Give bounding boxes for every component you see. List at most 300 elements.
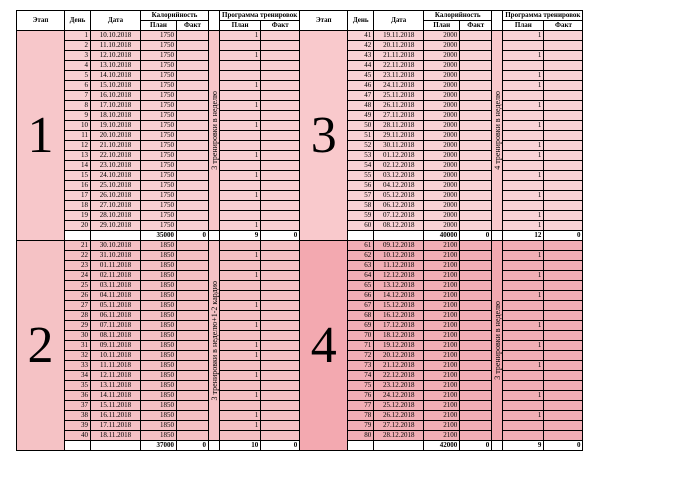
date-cell: 03.12.2018 <box>374 171 424 181</box>
prog-plan-cell: 1 <box>503 101 544 111</box>
cal-fact-cell <box>460 31 492 41</box>
prog-plan-cell: 1 <box>220 351 261 361</box>
date-cell: 13.11.2018 <box>91 381 141 391</box>
date-cell: 15.11.2018 <box>91 401 141 411</box>
date-cell: 30.10.2018 <box>91 241 141 251</box>
prog-plan-cell: 1 <box>503 71 544 81</box>
cal-plan-cell: 2000 <box>424 141 460 151</box>
prog-fact-cell <box>544 141 583 151</box>
prog-plan-cell <box>503 401 544 411</box>
cal-plan-cell: 2000 <box>424 91 460 101</box>
date-cell: 11.12.2018 <box>374 261 424 271</box>
cal-fact-cell <box>460 431 492 441</box>
prog-plan-cell: 1 <box>220 121 261 131</box>
cal-plan-cell: 1850 <box>141 281 177 291</box>
day-cell: 13 <box>65 151 91 161</box>
prog-fact-cell <box>261 371 300 381</box>
day-cell: 38 <box>65 411 91 421</box>
date-cell: 23.12.2018 <box>374 381 424 391</box>
cal-plan-cell: 1750 <box>141 221 177 231</box>
header-cal-fact-left: Факт <box>177 21 209 31</box>
stage-number: 1 <box>17 31 65 241</box>
prog-fact-cell <box>544 411 583 421</box>
total-cal-plan: 37000 <box>141 441 177 451</box>
cal-plan-cell: 2100 <box>424 321 460 331</box>
day-cell: 21 <box>65 241 91 251</box>
prog-plan-cell: 1 <box>503 341 544 351</box>
total-date-cell <box>91 441 141 451</box>
prog-plan-cell: 1 <box>503 271 544 281</box>
prog-fact-cell <box>261 71 300 81</box>
date-cell: 19.12.2018 <box>374 341 424 351</box>
total-day-cell <box>65 231 91 241</box>
day-cell: 23 <box>65 261 91 271</box>
prog-plan-cell <box>503 351 544 361</box>
day-cell: 19 <box>65 211 91 221</box>
cal-plan-cell: 2100 <box>424 431 460 441</box>
prog-plan-cell: 1 <box>503 211 544 221</box>
prog-fact-cell <box>261 141 300 151</box>
header-prog-plan-right: План <box>503 21 544 31</box>
prog-fact-cell <box>261 241 300 251</box>
prog-fact-cell <box>261 261 300 271</box>
cal-fact-cell <box>177 31 209 41</box>
cal-fact-cell <box>460 51 492 61</box>
day-cell: 3 <box>65 51 91 61</box>
day-cell: 20 <box>65 221 91 231</box>
cal-fact-cell <box>177 201 209 211</box>
prog-fact-cell <box>261 341 300 351</box>
prog-fact-cell <box>261 151 300 161</box>
prog-plan-cell <box>503 371 544 381</box>
cal-plan-cell: 1750 <box>141 211 177 221</box>
header-day-left: День <box>65 11 91 31</box>
cal-plan-cell: 1750 <box>141 151 177 161</box>
cal-fact-cell <box>177 261 209 271</box>
day-cell: 24 <box>65 271 91 281</box>
prog-plan-cell <box>220 381 261 391</box>
day-cell: 47 <box>348 91 374 101</box>
prog-fact-cell <box>544 241 583 251</box>
cal-fact-cell <box>460 251 492 261</box>
prog-plan-cell: 1 <box>220 411 261 421</box>
cal-fact-cell <box>460 131 492 141</box>
cal-plan-cell: 1850 <box>141 301 177 311</box>
cal-fact-cell <box>460 361 492 371</box>
prog-fact-cell <box>544 351 583 361</box>
stage-note <box>492 31 503 231</box>
prog-plan-cell: 1 <box>503 321 544 331</box>
day-cell: 14 <box>65 161 91 171</box>
day-cell: 26 <box>65 291 91 301</box>
prog-plan-cell <box>220 291 261 301</box>
cal-fact-cell <box>177 171 209 181</box>
day-cell: 27 <box>65 301 91 311</box>
cal-plan-cell: 2000 <box>424 101 460 111</box>
prog-plan-cell: 1 <box>503 391 544 401</box>
prog-plan-cell: 1 <box>220 81 261 91</box>
total-prog-plan: 12 <box>503 231 544 241</box>
prog-fact-cell <box>544 381 583 391</box>
cal-plan-cell: 1850 <box>141 291 177 301</box>
day-cell: 52 <box>348 141 374 151</box>
cal-fact-cell <box>177 101 209 111</box>
total-day-cell <box>348 231 374 241</box>
header-stage-right: Этап <box>300 11 348 31</box>
prog-fact-cell <box>544 201 583 211</box>
cal-plan-cell: 1850 <box>141 311 177 321</box>
total-prog-plan: 9 <box>503 441 544 451</box>
date-cell: 02.11.2018 <box>91 271 141 281</box>
prog-plan-cell: 1 <box>503 121 544 131</box>
cal-fact-cell <box>460 421 492 431</box>
prog-fact-cell <box>544 271 583 281</box>
date-cell: 16.12.2018 <box>374 311 424 321</box>
prog-fact-cell <box>544 31 583 41</box>
prog-plan-cell: 1 <box>220 191 261 201</box>
prog-fact-cell <box>261 131 300 141</box>
date-cell: 28.10.2018 <box>91 211 141 221</box>
table-row <box>17 241 583 251</box>
day-cell: 2 <box>65 41 91 51</box>
prog-plan-cell <box>503 201 544 211</box>
prog-fact-cell <box>261 51 300 61</box>
cal-fact-cell <box>177 401 209 411</box>
prog-plan-cell: 1 <box>503 31 544 41</box>
cal-plan-cell: 1850 <box>141 261 177 271</box>
day-cell: 55 <box>348 171 374 181</box>
date-cell: 12.12.2018 <box>374 271 424 281</box>
cal-fact-cell <box>177 211 209 221</box>
cal-plan-cell: 2100 <box>424 401 460 411</box>
cal-plan-cell: 2000 <box>424 191 460 201</box>
prog-fact-cell <box>261 201 300 211</box>
total-date-cell <box>374 231 424 241</box>
date-cell: 08.11.2018 <box>91 331 141 341</box>
prog-fact-cell <box>261 401 300 411</box>
prog-plan-cell <box>503 41 544 51</box>
cal-plan-cell: 2100 <box>424 411 460 421</box>
date-cell: 17.12.2018 <box>374 321 424 331</box>
date-cell: 13.10.2018 <box>91 61 141 71</box>
cal-plan-cell: 1850 <box>141 271 177 281</box>
cal-fact-cell <box>460 261 492 271</box>
cal-plan-cell: 2100 <box>424 331 460 341</box>
date-cell: 11.11.2018 <box>91 361 141 371</box>
prog-plan-cell <box>220 71 261 81</box>
cal-plan-cell: 2100 <box>424 371 460 381</box>
day-cell: 33 <box>65 361 91 371</box>
prog-plan-cell: 1 <box>220 341 261 351</box>
prog-plan-cell <box>503 301 544 311</box>
cal-plan-cell: 2100 <box>424 261 460 271</box>
total-gap-cell <box>492 441 503 451</box>
total-prog-fact: 0 <box>544 231 583 241</box>
prog-fact-cell <box>544 81 583 91</box>
cal-fact-cell <box>460 351 492 361</box>
date-cell: 29.10.2018 <box>91 221 141 231</box>
day-cell: 45 <box>348 71 374 81</box>
cal-plan-cell: 1850 <box>141 351 177 361</box>
prog-fact-cell <box>544 331 583 341</box>
prog-fact-cell <box>544 61 583 71</box>
stage-note-text: 3 тренировки в неделю <box>209 91 219 170</box>
stage-number: 4 <box>300 241 348 451</box>
cal-plan-cell: 1750 <box>141 111 177 121</box>
date-cell: 18.11.2018 <box>91 431 141 441</box>
prog-fact-cell <box>261 171 300 181</box>
cal-plan-cell: 2100 <box>424 271 460 281</box>
total-prog-plan: 10 <box>220 441 261 451</box>
cal-plan-cell: 1750 <box>141 91 177 101</box>
cal-plan-cell: 1850 <box>141 401 177 411</box>
cal-fact-cell <box>460 201 492 211</box>
date-cell: 18.10.2018 <box>91 111 141 121</box>
cal-plan-cell: 1750 <box>141 161 177 171</box>
cal-fact-cell <box>177 41 209 51</box>
total-cal-fact: 0 <box>177 441 209 451</box>
cal-fact-cell <box>177 251 209 261</box>
date-cell: 24.12.2018 <box>374 391 424 401</box>
cal-fact-cell <box>460 341 492 351</box>
prog-plan-cell: 1 <box>503 81 544 91</box>
date-cell: 01.11.2018 <box>91 261 141 271</box>
prog-plan-cell <box>503 311 544 321</box>
prog-fact-cell <box>544 41 583 51</box>
cal-fact-cell <box>177 371 209 381</box>
cal-plan-cell: 1750 <box>141 31 177 41</box>
cal-fact-cell <box>460 41 492 51</box>
total-cal-fact: 0 <box>177 231 209 241</box>
prog-plan-cell <box>503 91 544 101</box>
cal-fact-cell <box>177 191 209 201</box>
prog-fact-cell <box>261 181 300 191</box>
prog-plan-cell <box>503 161 544 171</box>
date-cell: 09.12.2018 <box>374 241 424 251</box>
prog-plan-cell: 1 <box>220 171 261 181</box>
cal-fact-cell <box>177 431 209 441</box>
header-prog-fact-left: Факт <box>261 21 300 31</box>
day-cell: 48 <box>348 101 374 111</box>
day-cell: 22 <box>65 251 91 261</box>
date-cell: 13.12.2018 <box>374 281 424 291</box>
prog-fact-cell <box>544 181 583 191</box>
cal-fact-cell <box>177 331 209 341</box>
day-cell: 10 <box>65 121 91 131</box>
date-cell: 22.10.2018 <box>91 151 141 161</box>
cal-plan-cell: 1750 <box>141 71 177 81</box>
day-cell: 11 <box>65 131 91 141</box>
stage-note <box>209 31 220 231</box>
day-cell: 46 <box>348 81 374 91</box>
date-cell: 08.12.2018 <box>374 221 424 231</box>
prog-plan-cell: 1 <box>503 221 544 231</box>
date-cell: 22.12.2018 <box>374 371 424 381</box>
day-cell: 32 <box>65 351 91 361</box>
date-cell: 06.12.2018 <box>374 201 424 211</box>
cal-plan-cell: 2000 <box>424 61 460 71</box>
prog-plan-cell <box>503 181 544 191</box>
date-cell: 09.11.2018 <box>91 341 141 351</box>
cal-plan-cell: 1850 <box>141 431 177 441</box>
day-cell: 53 <box>348 151 374 161</box>
cal-fact-cell <box>177 411 209 421</box>
prog-plan-cell <box>220 361 261 371</box>
cal-fact-cell <box>177 161 209 171</box>
date-cell: 26.10.2018 <box>91 191 141 201</box>
date-cell: 27.10.2018 <box>91 201 141 211</box>
cal-fact-cell <box>460 191 492 201</box>
cal-fact-cell <box>460 121 492 131</box>
cal-plan-cell: 2100 <box>424 381 460 391</box>
day-cell: 73 <box>348 361 374 371</box>
prog-fact-cell <box>261 161 300 171</box>
stage-note-text: 3 тренировки в неделю <box>492 301 502 380</box>
prog-fact-cell <box>544 251 583 261</box>
cal-plan-cell: 1850 <box>141 421 177 431</box>
total-date-cell <box>374 441 424 451</box>
cal-fact-cell <box>460 221 492 231</box>
prog-plan-cell: 1 <box>503 361 544 371</box>
cal-plan-cell: 1850 <box>141 241 177 251</box>
cal-plan-cell: 1750 <box>141 191 177 201</box>
prog-plan-cell <box>503 131 544 141</box>
total-prog-fact: 0 <box>544 441 583 451</box>
prog-fact-cell <box>261 101 300 111</box>
cal-plan-cell: 2000 <box>424 181 460 191</box>
cal-plan-cell: 1750 <box>141 81 177 91</box>
prog-fact-cell <box>261 81 300 91</box>
prog-plan-cell <box>220 241 261 251</box>
day-cell: 51 <box>348 131 374 141</box>
prog-plan-cell <box>503 281 544 291</box>
day-cell: 67 <box>348 301 374 311</box>
prog-plan-cell: 1 <box>503 141 544 151</box>
cal-fact-cell <box>460 291 492 301</box>
day-cell: 80 <box>348 431 374 441</box>
prog-plan-cell: 1 <box>220 221 261 231</box>
cal-fact-cell <box>460 71 492 81</box>
total-gap-cell <box>209 231 220 241</box>
cal-fact-cell <box>177 241 209 251</box>
cal-fact-cell <box>177 311 209 321</box>
prog-fact-cell <box>544 431 583 441</box>
cal-plan-cell: 1850 <box>141 331 177 341</box>
total-cal-plan: 35000 <box>141 231 177 241</box>
date-cell: 07.12.2018 <box>374 211 424 221</box>
cal-plan-cell: 2000 <box>424 111 460 121</box>
cal-plan-cell: 2000 <box>424 81 460 91</box>
cal-fact-cell <box>177 361 209 371</box>
cal-fact-cell <box>177 321 209 331</box>
prog-fact-cell <box>544 221 583 231</box>
cal-fact-cell <box>460 411 492 421</box>
prog-fact-cell <box>544 311 583 321</box>
date-cell: 07.11.2018 <box>91 321 141 331</box>
prog-plan-cell <box>220 211 261 221</box>
cal-fact-cell <box>177 181 209 191</box>
table-row <box>17 31 583 41</box>
prog-plan-cell: 1 <box>220 321 261 331</box>
prog-fact-cell <box>544 171 583 181</box>
day-cell: 7 <box>65 91 91 101</box>
stage-number: 2 <box>17 241 65 451</box>
cal-fact-cell <box>460 101 492 111</box>
training-plan-sheet <box>16 10 583 451</box>
cal-fact-cell <box>177 381 209 391</box>
date-cell: 05.11.2018 <box>91 301 141 311</box>
prog-fact-cell <box>261 31 300 41</box>
header-cal-fact-right: Факт <box>460 21 492 31</box>
cal-plan-cell: 2100 <box>424 311 460 321</box>
date-cell: 22.11.2018 <box>374 61 424 71</box>
header-cal-plan-right: План <box>424 21 460 31</box>
header-cal-plan-left: План <box>141 21 177 31</box>
date-cell: 12.11.2018 <box>91 371 141 381</box>
date-cell: 20.11.2018 <box>374 41 424 51</box>
cal-fact-cell <box>460 171 492 181</box>
day-cell: 58 <box>348 201 374 211</box>
cal-plan-cell: 1750 <box>141 201 177 211</box>
prog-plan-cell: 1 <box>220 421 261 431</box>
total-gap-cell <box>209 441 220 451</box>
prog-plan-cell <box>503 331 544 341</box>
prog-fact-cell <box>261 391 300 401</box>
date-cell: 10.10.2018 <box>91 31 141 41</box>
prog-fact-cell <box>544 191 583 201</box>
day-cell: 28 <box>65 311 91 321</box>
cal-plan-cell: 2000 <box>424 71 460 81</box>
header-gap-right <box>492 11 503 31</box>
date-cell: 16.10.2018 <box>91 91 141 101</box>
cal-fact-cell <box>177 71 209 81</box>
prog-plan-cell: 1 <box>503 251 544 261</box>
date-cell: 06.11.2018 <box>91 311 141 321</box>
day-cell: 64 <box>348 271 374 281</box>
prog-fact-cell <box>544 391 583 401</box>
day-cell: 39 <box>65 421 91 431</box>
prog-plan-cell <box>220 311 261 321</box>
prog-fact-cell <box>544 101 583 111</box>
date-cell: 20.12.2018 <box>374 351 424 361</box>
cal-fact-cell <box>460 331 492 341</box>
cal-fact-cell <box>177 51 209 61</box>
prog-fact-cell <box>544 401 583 411</box>
day-cell: 63 <box>348 261 374 271</box>
cal-fact-cell <box>177 81 209 91</box>
cal-fact-cell <box>460 391 492 401</box>
prog-fact-cell <box>261 251 300 261</box>
date-cell: 04.12.2018 <box>374 181 424 191</box>
prog-plan-cell <box>220 161 261 171</box>
date-cell: 31.10.2018 <box>91 251 141 261</box>
cal-plan-cell: 2100 <box>424 391 460 401</box>
total-gap-cell <box>492 231 503 241</box>
cal-fact-cell <box>460 91 492 101</box>
date-cell: 25.12.2018 <box>374 401 424 411</box>
date-cell: 14.10.2018 <box>91 71 141 81</box>
day-cell: 44 <box>348 61 374 71</box>
prog-fact-cell <box>544 371 583 381</box>
prog-plan-cell: 1 <box>503 51 544 61</box>
date-cell: 01.12.2018 <box>374 151 424 161</box>
cal-plan-cell: 2100 <box>424 251 460 261</box>
date-cell: 19.11.2018 <box>374 31 424 41</box>
prog-fact-cell <box>544 71 583 81</box>
prog-fact-cell <box>261 311 300 321</box>
day-cell: 77 <box>348 401 374 411</box>
total-cal-fact: 0 <box>460 441 492 451</box>
